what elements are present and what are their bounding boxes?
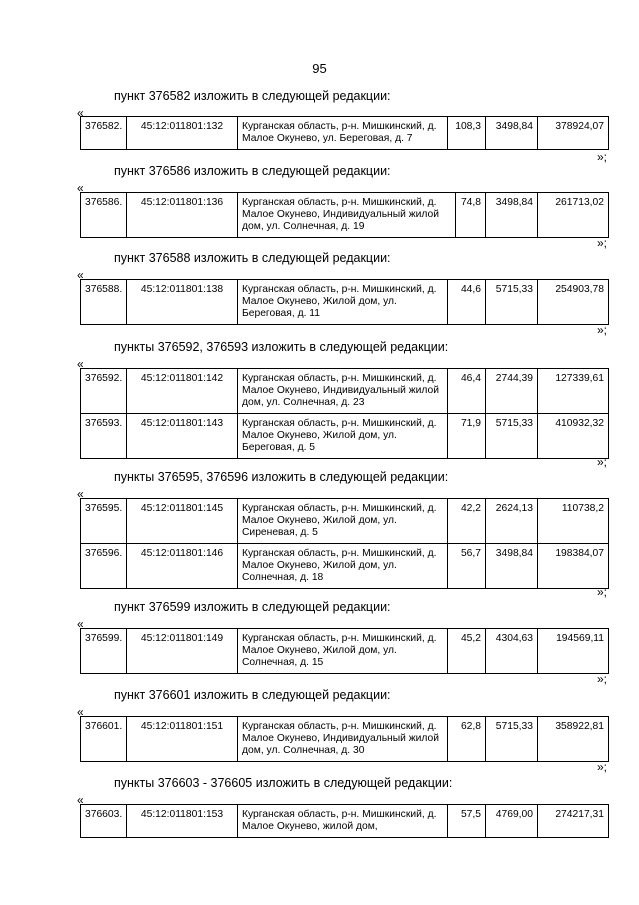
open-quote: « [77,705,84,719]
cadastral-number: 45:12:011801:149 [127,629,238,674]
address: Курганская область, р-н. Мишкинский, д. Малое Окунево, Жилой дом, ул. Солнечная, д. 15 [238,629,448,674]
area: 46,4 [448,369,486,414]
total-value: 274217,31 [538,805,609,838]
address: Курганская область, р-н. Мишкинский, д. Малое Окунево, жилой дом, [238,805,448,838]
area: 108,3 [448,117,486,150]
price: 3498,84 [486,544,538,589]
close-quote: »; [597,585,608,599]
table-row [81,805,609,838]
close-quote: »; [597,455,608,469]
property-table [80,804,609,838]
area: 44,6 [448,280,486,325]
price: 3498,84 [486,117,538,150]
row-number: 376599. [81,629,127,674]
row-number: 376586. [81,193,127,238]
address: Курганская область, р-н. Мишкинский, д. Малое Окунево, Жилой дом, ул. Солнечная, д. 18 [238,544,448,589]
property-table [80,498,609,589]
table-row [81,369,609,414]
area: 71,9 [448,414,486,459]
table-row [81,544,609,589]
section-heading: пункт 376599 изложить в следующей редакции: [114,600,391,614]
address: Курганская область, р-н. Мишкинский, д. Малое Окунево, Жилой дом, ул. Береговая, д. 5 [238,414,448,459]
total-value: 194569,11 [538,629,609,674]
address: Курганская область, р-н. Мишкинский, д. Малое Окунево, Жилой дом, ул. Сиреневая, д. 5 [238,499,448,544]
section-heading: пункт 376601 изложить в следующей редакции: [114,688,391,702]
price: 4769,00 [486,805,538,838]
section-heading: пункты 376592, 376593 изложить в следующей редакции: [114,340,449,354]
table-row [81,117,609,150]
cadastral-number: 45:12:011801:146 [127,544,238,589]
price: 5715,33 [486,717,538,762]
table-row [81,414,609,459]
price: 2624,13 [486,499,538,544]
cadastral-number: 45:12:011801:142 [127,369,238,414]
cadastral-number: 45:12:011801:143 [127,414,238,459]
area: 74,8 [456,193,486,238]
property-table [80,116,609,150]
cadastral-number: 45:12:011801:145 [127,499,238,544]
area: 57,5 [448,805,486,838]
row-number: 376595. [81,499,127,544]
row-number: 376588. [81,280,127,325]
table-row [81,193,609,238]
address: Курганская область, р-н. Мишкинский, д. Малое Окунево, Индивидуальный жилой дом, ул. Солнечная, д. 23 [238,369,448,414]
open-quote: « [77,357,84,371]
section-heading: пункты 376603 - 376605 изложить в следующей редакции: [114,776,453,790]
price: 5715,33 [486,280,538,325]
property-table [80,368,609,459]
cadastral-number: 45:12:011801:151 [127,717,238,762]
property-table [80,192,609,238]
address: Курганская область, р-н. Мишкинский, д. Малое Окунево, Индивидуальный жилой дом, ул. Солнечная, д. 19 [238,193,456,238]
section-heading: пункт 376586 изложить в следующей редакции: [114,164,391,178]
row-number: 376601. [81,717,127,762]
section-heading: пункт 376582 изложить в следующей редакции: [114,89,391,103]
area: 62,8 [448,717,486,762]
cadastral-number: 45:12:011801:136 [127,193,238,238]
table-row [81,717,609,762]
close-quote: »; [597,760,608,774]
address: Курганская область, р-н. Мишкинский, д. Малое Окунево, Жилой дом, ул. Береговая, д. 11 [238,280,448,325]
open-quote: « [77,617,84,631]
total-value: 378924,07 [538,117,609,150]
row-number: 376596. [81,544,127,589]
total-value: 254903,78 [538,280,609,325]
total-value: 261713,02 [538,193,609,238]
open-quote: « [77,793,84,807]
cadastral-number: 45:12:011801:153 [127,805,238,838]
table-row [81,280,609,325]
cadastral-number: 45:12:011801:132 [127,117,238,150]
area: 42,2 [448,499,486,544]
open-quote: « [77,181,84,195]
total-value: 127339,61 [538,369,609,414]
page-number: 95 [312,61,327,76]
price: 3498,84 [486,193,538,238]
address: Курганская область, р-н. Мишкинский, д. Малое Окунево, ул. Береговая, д. 7 [238,117,448,150]
table-row [81,629,609,674]
property-table [80,279,609,325]
property-table [80,628,609,674]
open-quote: « [77,106,84,120]
area: 56,7 [448,544,486,589]
row-number: 376593. [81,414,127,459]
address: Курганская область, р-н. Мишкинский, д. Малое Окунево, Индивидуальный жилой дом, ул. Солнечная, д. 30 [238,717,448,762]
total-value: 410932,32 [538,414,609,459]
total-value: 110738,2 [538,499,609,544]
close-quote: »; [597,323,608,337]
price: 5715,33 [486,414,538,459]
table-row [81,499,609,544]
price: 4304,63 [486,629,538,674]
close-quote: »; [597,236,608,250]
total-value: 198384,07 [538,544,609,589]
close-quote: »; [597,672,608,686]
row-number: 376603. [81,805,127,838]
section-heading: пункт 376588 изложить в следующей редакции: [114,251,391,265]
row-number: 376582. [81,117,127,150]
price: 2744,39 [486,369,538,414]
open-quote: « [77,487,84,501]
total-value: 358922,81 [538,717,609,762]
area: 45,2 [448,629,486,674]
open-quote: « [77,268,84,282]
cadastral-number: 45:12:011801:138 [127,280,238,325]
row-number: 376592. [81,369,127,414]
section-heading: пункты 376595, 376596 изложить в следующей редакции: [114,470,449,484]
close-quote: »; [597,150,608,164]
property-table [80,716,609,762]
